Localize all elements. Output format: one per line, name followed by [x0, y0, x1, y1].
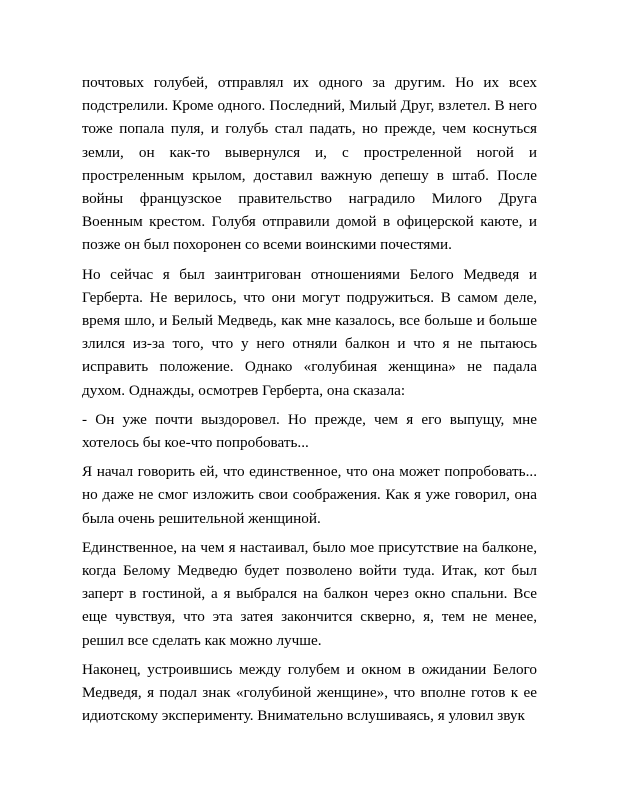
- paragraph-1: почтовых голубей, отправлял их одного за другим. Но их всех подстрелили. Кроме одного. Последний, Милый Друг, взлетел. В него тоже попала пуля, и голубь стал падать, но прежде, чем коснуться земли, он как-то вывернулся и, с простреленной ногой и простреленным крылом, доставил важную депешу в штаб. После войны французское правительство наградило Милого Друга Военным крестом. Голубя отправили домой в офицерской каюте, и позже он был похоронен со всеми воинскими почестями.: [82, 74, 537, 254]
- document-page: [82, 71, 537, 733]
- paragraph-2: Но сейчас я был заинтригован отношениями Белого Медведя и Герберта. Не верилось, что они могут подружиться. В самом деле, время шло, и Белый Медведь, как мне казалось, все больше и больше злился из-за того, что у него отняли балкон и что я не пытаюсь исправить положение. Однако «голубиная женщина» не падала духом. Однажды, осмотрев Герберта, она сказала:: [82, 265, 537, 399]
- paragraph-4: Я начал говорить ей, что единственное, что она может попробовать... но даже не смог изложить свои соображения. Как я уже говорил, она была очень решительной женщиной.: [82, 463, 537, 527]
- paragraph-6: Наконец, устроившись между голубем и окном в ожидании Белого Медведя, я подал знак «голубиной женщине», что вполне готов к ее идиотскому эксперименту. Внимательно вслушиваясь, я уловил звук: [82, 660, 537, 725]
- paragraph-3: - Он уже почти выздоровел. Но прежде, чем я его выпущу, мне хотелось бы кое-что попробовать...: [82, 410, 537, 452]
- paragraph-5: Единственное, на чем я настаивал, было мое присутствие на балконе, когда Белому Медведю будет позволено войти туда. Итак, кот был заперт в гостиной, а я выбрался на балкон через окно спальни. Все еще чувствуя, что эта затея закончится скверно, я, тем не менее, решил все сделать как можно лучше.: [82, 538, 537, 649]
